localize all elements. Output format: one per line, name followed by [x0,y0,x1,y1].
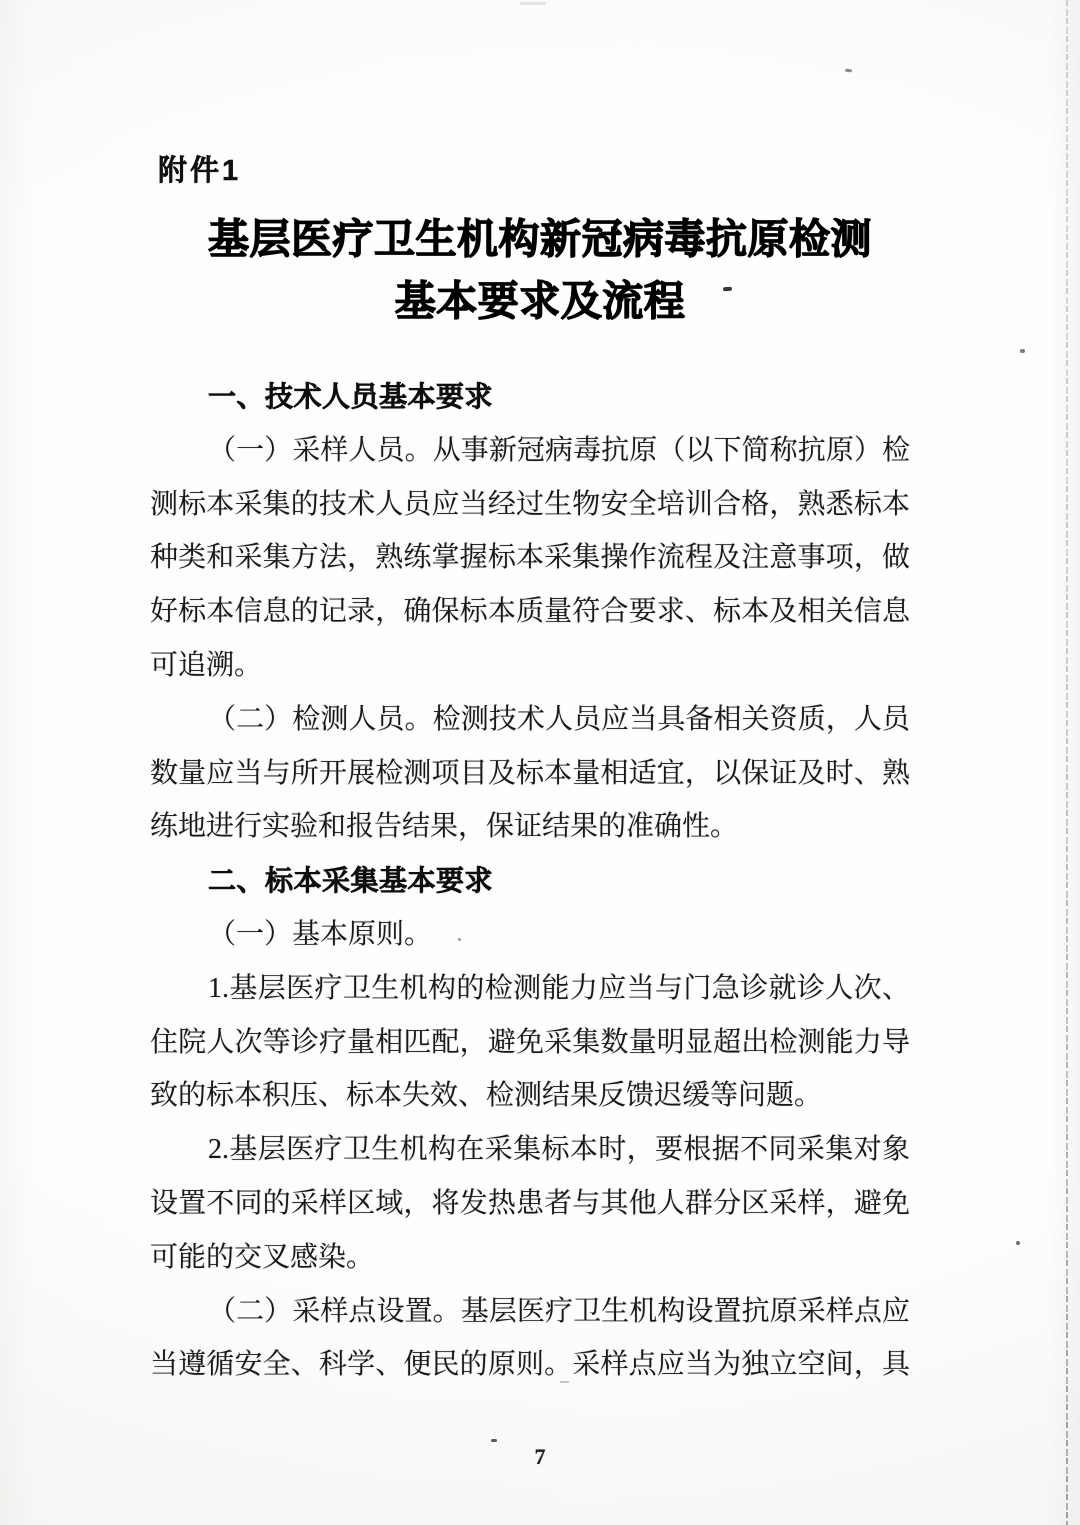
scan-speck [723,287,732,292]
text-line-6: 可追溯。 [150,649,263,681]
scan-speck [458,938,461,941]
text-line-4: 种类和采集方法，熟练掌握标本采集操作流程及注意事项，做 [150,542,910,574]
text-line-9: 练地进行实验和报告结果，保证结果的准确性。 [150,811,739,843]
text-line-8: 数量应当与所开展检测项目及标本量相适宜，以保证及时、熟 [150,757,910,789]
document-body [150,370,910,1392]
text-line-13: 住院人次等诊疗量相匹配，避免采集数量明显超出检测能力导 [150,1026,910,1058]
text-line-16: 设置不同的采样区域，将发热患者与其他人群分区采样，避免 [150,1187,910,1219]
page-number: 7 [534,1444,546,1469]
text-line-2: （一）采样人员。从事新冠病毒抗原（以下简称抗原）检 [208,434,910,466]
text-line-18: （二）采样点设置。基层医疗卫生机构设置抗原采样点应 [208,1295,910,1327]
scan-edge-line [1066,0,1068,1525]
scan-speck [520,2,546,5]
title-line-2: 基本要求及流程 [394,278,686,324]
title-line-1: 基层医疗卫生机构新冠病毒抗原检测 [208,216,872,262]
scan-speck [1020,349,1025,353]
text-line-5: 好标本信息的记录，确保标本质量符合要求、标本及相关信息 [150,596,910,628]
attachment-label: 附件1 [158,155,242,187]
text-line-7: （二）检测人员。检测技术人员应当具备相关资质，人员 [208,703,910,735]
text-line-11: （一）基本原则。 [208,918,433,950]
text-line-12: 1.基层医疗卫生机构的检测能力应当与门急诊就诊人次、 [208,972,910,1004]
scan-speck [1016,1241,1020,1245]
text-line-17: 可能的交叉感染。 [150,1241,375,1273]
text-line-14: 致的标本积压、标本失效、检测结果反馈迟缓等问题。 [150,1080,823,1112]
scan-speck [560,1381,569,1383]
text-line-1: 一、技术人员基本要求 [208,381,494,412]
text-line-19: 当遵循安全、科学、便民的原则。采样点应当为独立空间，具 [150,1349,910,1381]
text-line-3: 测标本采集的技术人员应当经过生物安全培训合格，熟悉标本 [150,488,910,520]
text-line-10: 二、标本采集基本要求 [208,865,494,897]
text-line-15: 2.基层医疗卫生机构在采集标本时，要根据不同采集对象 [208,1134,910,1166]
scan-speck [491,1439,497,1442]
document-title [0,208,1080,332]
